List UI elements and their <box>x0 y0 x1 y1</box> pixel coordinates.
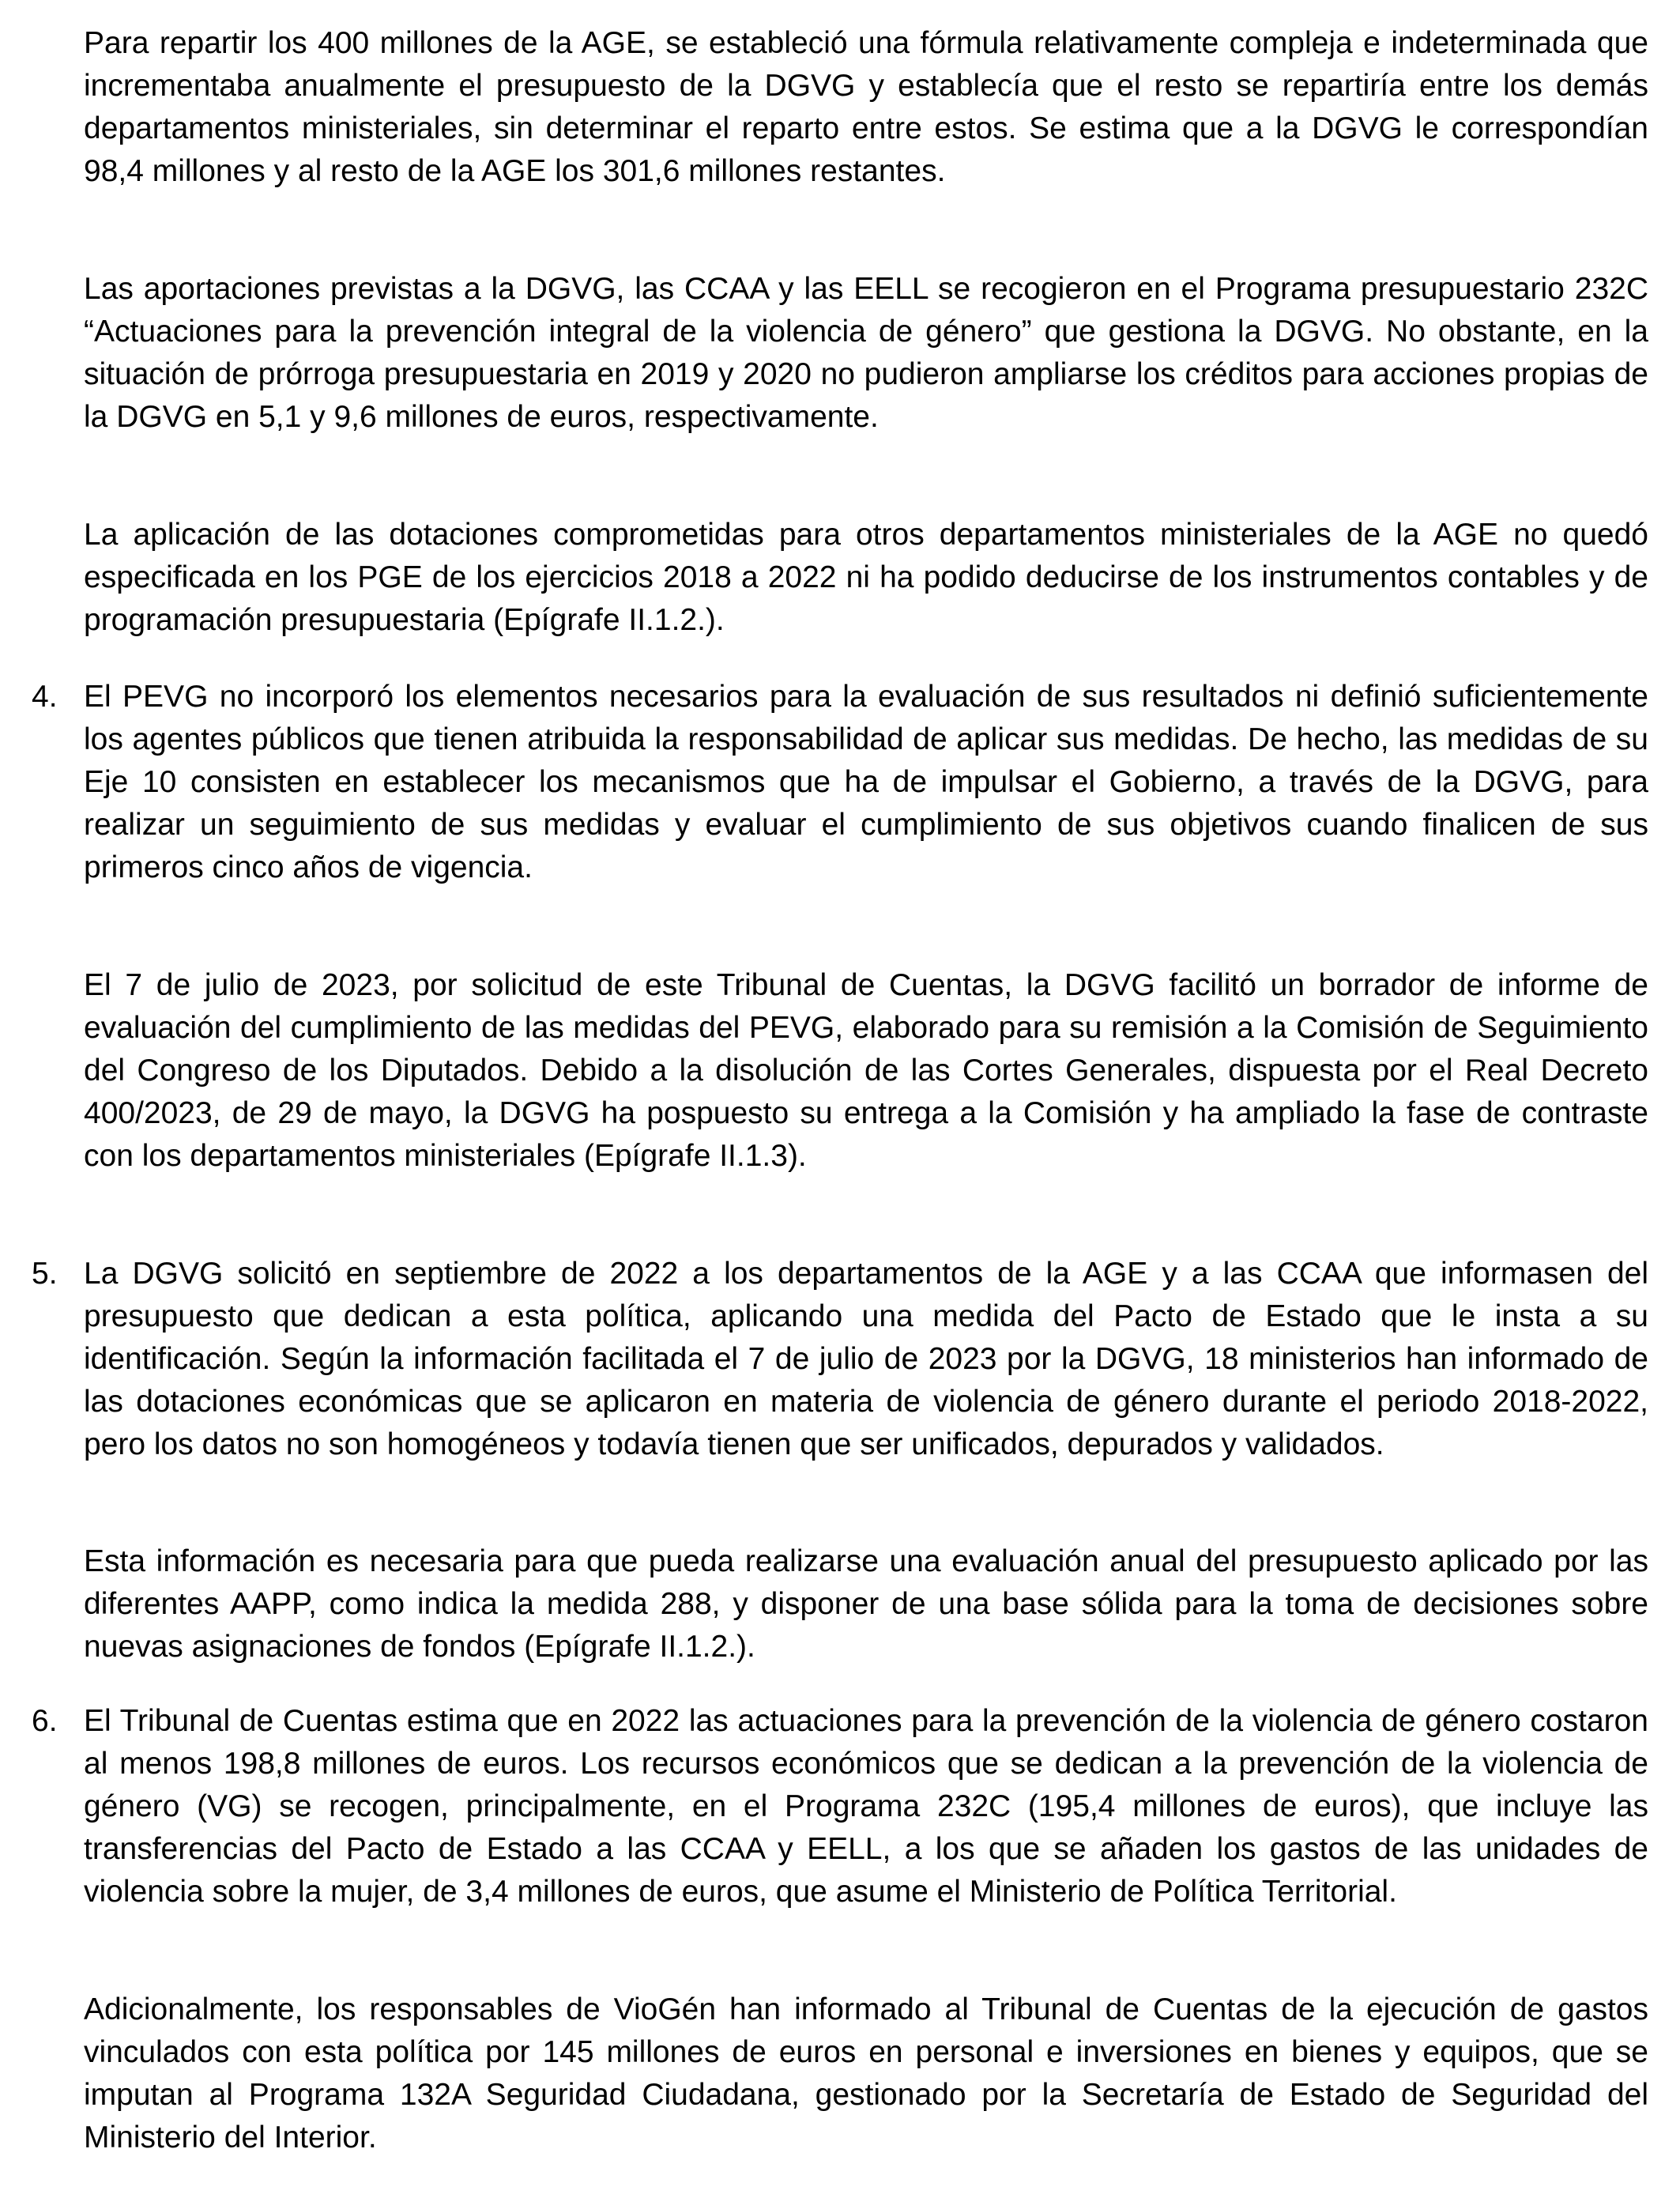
list-item-text: El Tribunal de Cuentas estima que en 2022 las actuaciones para la prevención de la violencia de género costaron al menos 198,8 millones de euros. Los recursos económicos que se dedican a la prevención de la violencia de género (VG) se recogen, principalmente, en el Programa 232C (195,4 millones de euros), que incluye las transferencias del Pacto de Estado a las CCAA y EELL, a los que se añaden los gastos de las unidades de violencia sobre la mujer, de 3,4 millones de euros, que asume el Ministerio de Política Territorial. <box>84 1704 1648 1909</box>
list-item-number: 6. <box>32 1704 58 1738</box>
paragraph-aplicacion-dotaciones: La aplicación de las dotaciones comprometidas para otros departamentos ministeriales de la AGE no quedó especificada en los PGE de los ejercicios 2018 a 2022 ni ha podido deducirse de los instrumentos contables y de programación presupuestaria (Epígrafe II.1.2.). <box>84 518 1648 637</box>
paragraph-informacion-necesaria: Esta información es necesaria para que pueda realizarse una evaluación anual del presupuesto aplicado por las diferentes AAPP, como indica la medida 288, y disponer de una base sólida para la toma de decisiones sobre nuevas asignaciones de fondos (Epígrafe II.1.2.). <box>84 1544 1648 1664</box>
paragraph-aportaciones-previstas: Las aportaciones previstas a la DGVG, las CCAA y las EELL se recogieron en el Programa presupuestario 232C “Actuaciones para la prevención integral de la violencia de género” que gestiona la DGVG. No obstante, en la situación de prórroga presupuestaria en 2019 y 2020 no pudieron ampliarse los créditos para acciones propias de la DGVG en 5,1 y 9,6 millones de euros, respectivamente. <box>84 272 1648 434</box>
paragraph-borrador-informe: El 7 de julio de 2023, por solicitud de este Tribunal de Cuentas, la DGVG facilitó un borrador de informe de evaluación del cumplimiento de las medidas del PEVG, elaborado para su remisión a la Comisión de Seguimiento del Congreso de los Diputados. Debido a la disolución de las Cortes Generales, dispuesta por el Real Decreto 400/2023, de 29 de mayo, la DGVG ha pospuesto su entrega a la Comisión y ha ampliado la fase de contraste con los departamentos ministeriales (Epígrafe II.1.3). <box>84 968 1648 1173</box>
paragraph-viogen-gastos: Adicionalmente, los responsables de VioGén han informado al Tribunal de Cuentas de la ejecución de gastos vinculados con esta política por 145 millones de euros en personal e inversiones en bienes y equipos, que se imputan al Programa 132A Seguridad Ciudadana, gestionado por la Secretaría de Estado de Seguridad del Ministerio del Interior. <box>84 1992 1648 2154</box>
paragraph-reparto-400-millones: Para repartir los 400 millones de la AGE, se estableció una fórmula relativamente compleja e indeterminada que incrementaba anualmente el presupuesto de la DGVG y establecía que el resto se repartiría entre los demás departamentos ministeriales, sin determinar el reparto entre estos. Se estima que a la DGVG le correspondían 98,4 millones y al resto de la AGE los 301,6 millones restantes. <box>84 26 1648 188</box>
list-item-number: 5. <box>32 1257 58 1291</box>
list-item-number: 4. <box>32 680 58 714</box>
list-item-text: La DGVG solicitó en septiembre de 2022 a los departamentos de la AGE y a las CCAA que informasen del presupuesto que dedican a esta política, aplicando una medida del Pacto de Estado que le insta a su identificación. Según la información facilitada el 7 de julio de 2023 por la DGVG, 18 ministerios han informado de las dotaciones económicas que se aplicaron en materia de violencia de género durante el periodo 2018-2022, pero los datos no son homogéneos y todavía tienen que ser unificados, depurados y validados. <box>84 1257 1648 1461</box>
list-item-text: El PEVG no incorporó los elementos necesarios para la evaluación de sus resultados ni definió suficientemente los agentes públicos que tienen atribuida la responsabilidad de aplicar sus medidas. De hecho, las medidas de su Eje 10 consisten en establecer los mecanismos que ha de impulsar el Gobierno, a través de la DGVG, para realizar un seguimiento de sus medidas y evaluar el cumplimiento de sus objetivos cuando finalicen de sus primeros cinco años de vigencia. <box>84 680 1648 884</box>
